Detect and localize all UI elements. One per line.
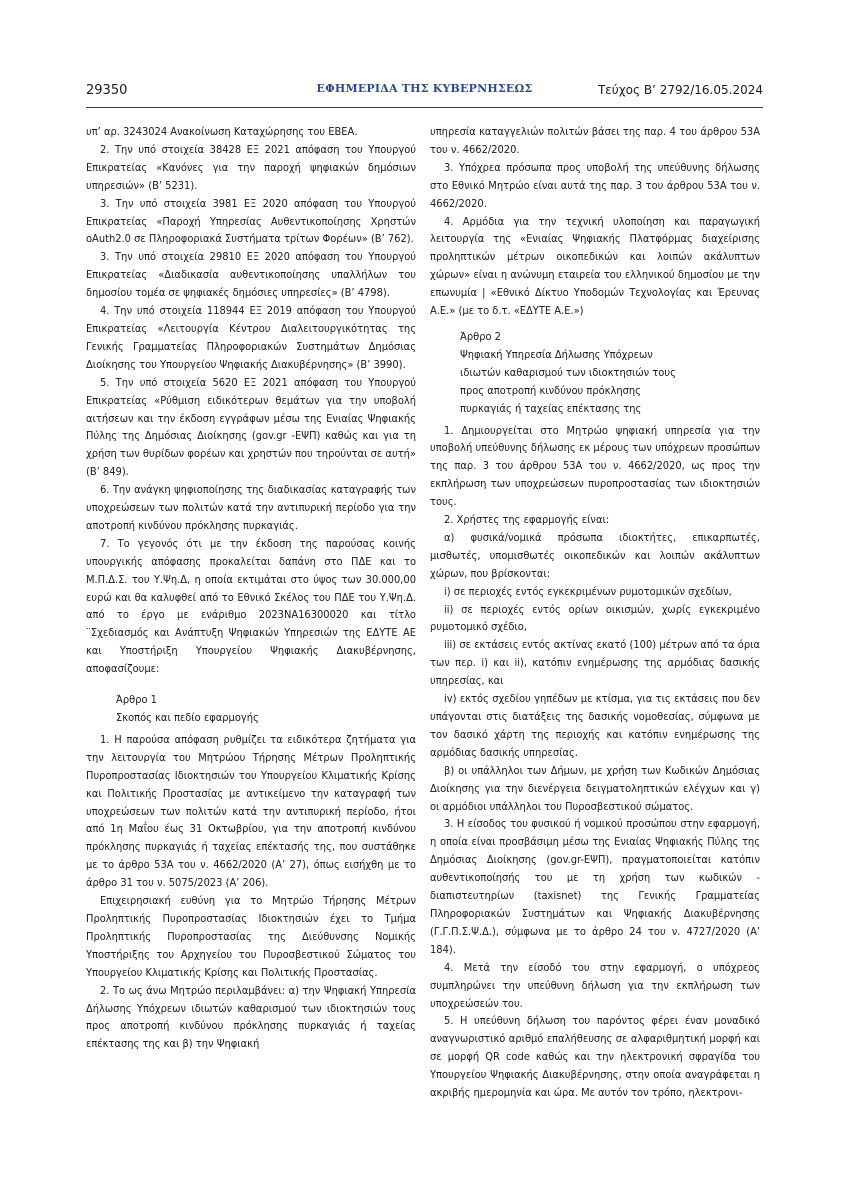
article-2-subtitle: Ψηφιακή Υπηρεσία Δήλωσης Υπόχρεων ιδιωτών καθαρισμού των ιδιοκτησιών τους προς αποτροπή κινδύνου πρόκλησης πυρκαγιάς ή ταχείας επέκτασης της: [460, 347, 676, 415]
paragraph: iii) σε εκτάσεις εντός ακτίνας εκατό (100) μέτρων από τα όρια των περ. i) και ii), κατόπιν ενημέρωσης της αρμόδιας δασικής υπηρεσίας, και: [430, 638, 760, 688]
paragraph: 2. Το ως άνω Μητρώο περιλαμβάνει: α) την Ψηφιακή Υπηρεσία Δήλωσης Υπόχρεων ιδιωτών καθαρισμού των ιδιοκτησιών τους προς αποτροπή κινδύνου πρόκλησης πυρκαγιάς ή ταχείας επέκτασης της και β) την Ψηφιακή: [86, 983, 416, 1051]
article-2-heading: Άρθρο 2: [460, 329, 501, 343]
paragraph: 1. Δημιουργείται στο Μητρώο ψηφιακή υπηρεσία για την υποβολή υπεύθυνης δήλωσης εκ μέρους των υπόχρεων προσώπων της παρ. 3 του άρθρου 53Α του ν. 4662/2020, ως προς την εκπλήρωση των υποχρεώσεων πυροπροστασίας των ιδιοκτησιών τους.: [430, 423, 760, 509]
article-1-heading: Άρθρο 1: [116, 693, 157, 707]
page-header: [86, 82, 763, 104]
paragraph: 3. Υπόχρεα πρόσωπα προς υποβολή της υπεύθυνης δήλωσης στο Εθνικό Μητρώο είναι αυτά της παρ. 3 του άρθρου 53Α του ν. 4662/2020.: [430, 160, 760, 210]
paragraph: 3. Την υπό στοιχεία 29810 ΕΞ 2020 απόφαση του Υπουργού Επικρατείας «Διαδικασία αυθεντικοποίησης υπαλλήλων του δημοσίου τομέα σε ψηφιακές δημόσιες υπηρεσίες» (Β’ 4798).: [86, 250, 416, 300]
article-1-subtitle: Σκοπός και πεδίο εφαρμογής: [116, 711, 259, 724]
page-number: 29350: [86, 83, 128, 98]
paragraph: υπ’ αρ. 3243024 Ανακοίνωση Καταχώρησης του ΕΒΕΑ.: [86, 125, 358, 138]
paragraph: 5. Την υπό στοιχεία 5620 ΕΞ 2021 απόφαση του Υπουργού Επικρατείας «Ρύθμιση ειδικότερων θεμάτων για την υποβολή αιτήσεων και την έκδοση εγγράφων μέσω της Ενιαίας Ψηφιακής Πύλης της Δημόσιας Διοίκησης (gov.gr -ΕΨΠ) καθώς και για τη χρήση των θυρίδων φορέων και χρηστών που τηρούνται σε αυτή» (Β’ 849).: [86, 375, 416, 479]
paragraph: 6. Την ανάγκη ψηφιοποίησης της διαδικασίας καταγραφής των υποχρεώσεων των πολιτών κατά την αντιπυρική περίοδο για την αποτροπή κινδύνου πρόκλησης πυρκαγιάς.: [86, 483, 416, 532]
left-column: [86, 123, 416, 1053]
paragraph: 4. Μετά την είσοδό του στην εφαρμογή, ο υπόχρεος συμπληρώνει την υπεύθυνη δήλωση για την εκπλήρωση των υποχρεώσεών του.: [430, 960, 760, 1010]
paragraph: 4. Την υπό στοιχεία 118944 ΕΞ 2019 απόφαση του Υπουργού Επικρατείας «Λειτουργία Κέντρου Διαλειτουργικότητας της Γενικής Γραμματείας Πληροφοριακών Συστημάτων Δημόσιας Διοίκησης του Υπουργείου Ψηφιακής Διακυβέρνησης» (Β’ 3990).: [86, 304, 416, 371]
paragraph: α) φυσικά/νομικά πρόσωπα ιδιοκτήτες, επικαρπωτές, μισθωτές, υπομισθωτές οικοπεδικών και λοιπών ακάλυπτων χώρων, που βρίσκονται:: [430, 530, 760, 580]
right-column: [430, 123, 760, 1102]
paragraph: 7. Το γεγονός ότι με την έκδοση της παρούσας κοινής υπουργικής απόφασης προκαλείται δαπάνη στο ΠΔΕ και το Μ.Π.Δ.Σ. του Υ.Ψη.Δ, η οποία εκτιμάται στο ύψος των 30.000,00 ευρώ και θα καλυφθεί από το Εθνικό Σκέλος του ΠΔΕ του Υ.Ψη.Δ. από το έργο με ενάριθμο 2023ΝΑ16300020 και τίτλο ¨Σχεδιασμός και Ανάπτυξη Ψηφιακών Υπηρεσιών της ΕΔΥΤΕ ΑΕ και Υποστήριξη Υπουργείου Ψηφιακής Διακυβέρνησης, αποφασίζουμε:: [86, 536, 416, 676]
paragraph: υπηρεσία καταγγελιών πολιτών βάσει της παρ. 4 του άρθρου 53Α του ν. 4662/2020.: [430, 125, 760, 156]
paragraph: Επιχειρησιακή ευθύνη για το Μητρώο Τήρησης Μέτρων Προληπτικής Πυροπροστασίας Ιδιοκτησιών έχει το Τμήμα Προληπτικής Πυροπροστασίας της Διεύθυνσης Νομικής Υποστήριξης του Αρχηγείου του Πυροσβεστικού Σώματος του Υπουργείου Κλιματικής Κρίσης και Πολιτικής Προστασίας.: [86, 894, 416, 979]
paragraph: 2. Χρήστες της εφαρμογής είναι:: [444, 513, 610, 527]
paragraph: 3. Την υπό στοιχεία 3981 ΕΞ 2020 απόφαση του Υπουργού Επικρατείας «Παροχή Υπηρεσίας Αυθεντικοποίησης Χρηστών oAuth2.0 σε Πληροφοριακά Συστήματα τρίτων Φορέων» (Β’ 762).: [86, 196, 416, 246]
gazette-title: ΕΦΗΜΕΡΙΔΑ ΤΗΣ ΚΥΒΕΡΝΗΣΕΩΣ: [316, 82, 533, 95]
paragraph: 4. Αρμόδια για την τεχνική υλοποίηση και παραγωγική λειτουργία της «Ενιαίας Ψηφιακής Πλατφόρμας διαχείρισης προληπτικών μέτρων οικοπεδικών και λοιπών ακάλυπτων χώρων» είναι η ανώνυμη εταιρεία του ελληνικού δημοσίου με την επωνυμία | «Εθνικό Δίκτυο Υποδομών Τεχνολογίας και Έρευνας Α.Ε.» (με το δ.τ. «ΕΔΥΤΕ Α.Ε.»): [430, 214, 760, 318]
header-divider: [86, 107, 763, 108]
paragraph: 5. Η υπεύθυνη δήλωση του παρόντος φέρει έναν μοναδικό αναγνωριστικό αριθμό επαλήθευσης σε αλφαριθμητική μορφή και σε μορφή QR code καθώς και την ηλεκτρονική σφραγίδα του Υπουργείου Ψηφιακής Διακυβέρνησης, στην οποία αναγράφεται η ακριβής ημερομηνία και ώρα. Με αυτόν τον τρόπο, ηλεκτρονι-: [430, 1014, 760, 1100]
paragraph: β) οι υπάλληλοι των Δήμων, με χρήση των Κωδικών Δημόσιας Διοίκησης για την διενέργεια δειγματοληπτικών ελέγχων και γ) οι αρμόδιοι υπάλληλοι του Πυροσβεστικού σώματος.: [430, 763, 760, 813]
paragraph: i) σε περιοχές εντός εγκεκριμένων ρυμοτομικών σχεδίων,: [444, 584, 732, 598]
paragraph: 1. Η παρούσα απόφαση ρυθμίζει τα ειδικότερα ζητήματα για την λειτουργία του Μητρώου Τήρησης Μέτρων Προληπτικής Πυροπροστασίας Ιδιοκτησιών του Υπουργείου Κλιματικής Κρίσης και Πολιτικής Προστασίας με αντικείμενο την καταγραφή των υποχρεώσεων των πολιτών κατά την αντιπυρική περίοδο, ήτοι από 1η Μαΐου έως 31 Οκτωβρίου, για την αποτροπή κινδύνου πρόκλησης πυρκαγιάς ή ταχείας επέκτασής της, που συστάθηκε με το άρθρο 53Α του ν. 4662/2020 (Α’ 27), όπως εισήχθη με το άρθρο 31 του ν. 5075/2023 (Α’ 206).: [86, 732, 416, 890]
paragraph: iv) εκτός σχεδίου γηπέδων με κτίσμα, για τις εκτάσεις που δεν υπάγονται στις διατάξεις της δασικής νομοθεσίας, σύμφωνα με τον δασικό χάρτη της περιοχής και κατόπιν ενημέρωσης της αρμόδιας δασικής υπηρεσίας.: [430, 692, 760, 759]
paragraph: 3. Η είσοδος του φυσικού ή νομικού προσώπου στην εφαρμογή, η οποία είναι προσβάσιμη μέσω της Ενιαίας Ψηφιακής Πύλης της Δημόσιας Διοίκησης (gov.gr-ΕΨΠ), πραγματοποιείται κατόπιν αυθεντικοποίησής του με τη χρήση των κωδικών - διαπιστευτηρίων (taxisnet) της Γενικής Γραμματείας Πληροφοριακών Συστημάτων και Ψηφιακής Διακυβέρνησης (Γ.Γ.Π.Σ.Ψ.Δ.), σύμφωνα με το άρθρο 24 του ν. 4727/2020 (Α’ 184).: [430, 817, 760, 956]
paragraph: ii) σε περιοχές εντός ορίων οικισμών, χωρίς εγκεκριμένο ρυμοτομικό σχέδιο,: [430, 602, 760, 634]
paragraph: 2. Την υπό στοιχεία 38428 ΕΞ 2021 απόφαση του Υπουργού Επικρατείας «Κανόνες για την παροχή ψηφιακών δημόσιων υπηρεσιών» (Β’ 5231).: [86, 142, 416, 192]
issue-reference: Τεύχος B’ 2792/16.05.2024: [597, 83, 763, 97]
